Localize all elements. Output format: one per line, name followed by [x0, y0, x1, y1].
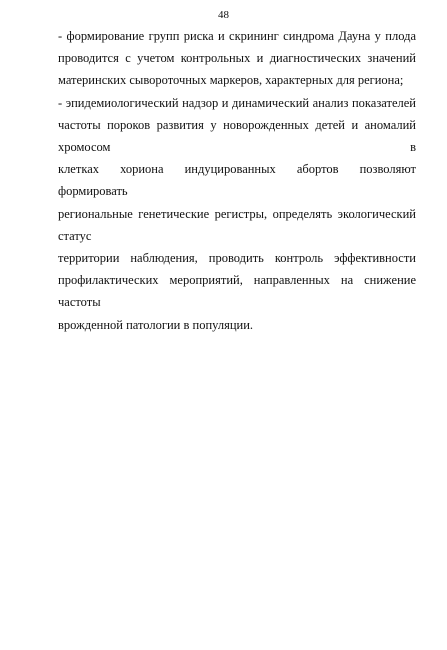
paragraph-line: врожденной патологии в популяции. — [58, 317, 254, 332]
paragraph-line: частоты пороков развития у новорожденных детей и аномалий хромосом в — [58, 117, 416, 155]
paragraph-line: региональные генетические регистры, определять экологический статус — [58, 206, 416, 243]
paragraph-line: - эпидемиологический надзор и динамический анализ показателей — [58, 95, 416, 110]
paragraph-risk-groups — [58, 25, 416, 92]
paragraph-line: проводится с учетом контрольных и диагностических значений — [58, 51, 416, 66]
paragraph-line: территории наблюдения, проводить контроль эффективности — [58, 251, 416, 266]
paragraph-line: материнских сывороточных маркеров, характерных для региона; — [58, 73, 404, 88]
paragraph-line: профилактических мероприятий, направленных на снижение частоты — [58, 273, 416, 310]
body-text — [58, 25, 416, 336]
paragraph-line: клетках хориона индуцированных абортов позволяют формировать — [58, 162, 416, 199]
page-number: 48 — [218, 9, 229, 21]
paragraph-surveillance — [58, 92, 416, 336]
paragraph-line: - формирование групп риска и скрининг синдрома Дауна у плода — [58, 29, 416, 43]
